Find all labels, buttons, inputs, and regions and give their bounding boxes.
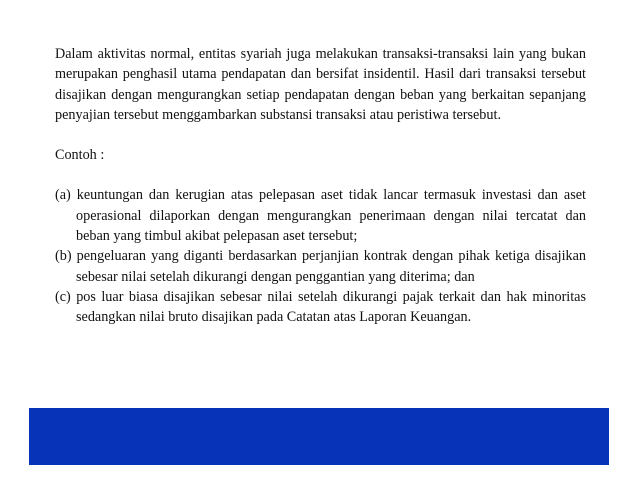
example-item-b: (b) pengeluaran yang diganti berdasarkan perjanjian kontrak dengan pihak ketiga disajikan sebesar nilai setelah dikurangi dengan penggantian yang diterima; dan — [55, 248, 586, 285]
example-item-c: (c) pos luar biasa disajikan sebesar nilai setelah dikurangi pajak terkait dan hak minoritas sedangkan nilai bruto disajikan pada Catatan atas Laporan Keuangan. — [55, 288, 586, 326]
spacer — [55, 125, 586, 145]
intro-paragraph: Dalam aktivitas normal, entitas syariah juga melakukan transaksi-transaksi lain yang bukan merupakan penghasil utama pendapatan dan bersifat insidentil. Hasil dari transaksi tersebut disajikan dengan mengurangkan setiap pendapatan dengan beban yang berkaitan sepanjang penyajian tersebut menggambarkan substansi transaksi atau peristiwa tersebut. — [55, 46, 586, 123]
example-item-a: (a) keuntungan dan kerugian atas pelepasan aset tidak lancar termasuk investasi dan aset operasional dilaporkan dengan mengurangkan penerimaan dengan nilai tercatat dan beban yang timbul akibat pelepasan aset tersebut; — [55, 187, 586, 245]
slide-content — [55, 44, 586, 328]
examples-list — [55, 185, 586, 327]
examples-heading: Contoh : — [55, 147, 105, 164]
spacer — [55, 165, 586, 185]
footer-bar — [29, 408, 609, 465]
